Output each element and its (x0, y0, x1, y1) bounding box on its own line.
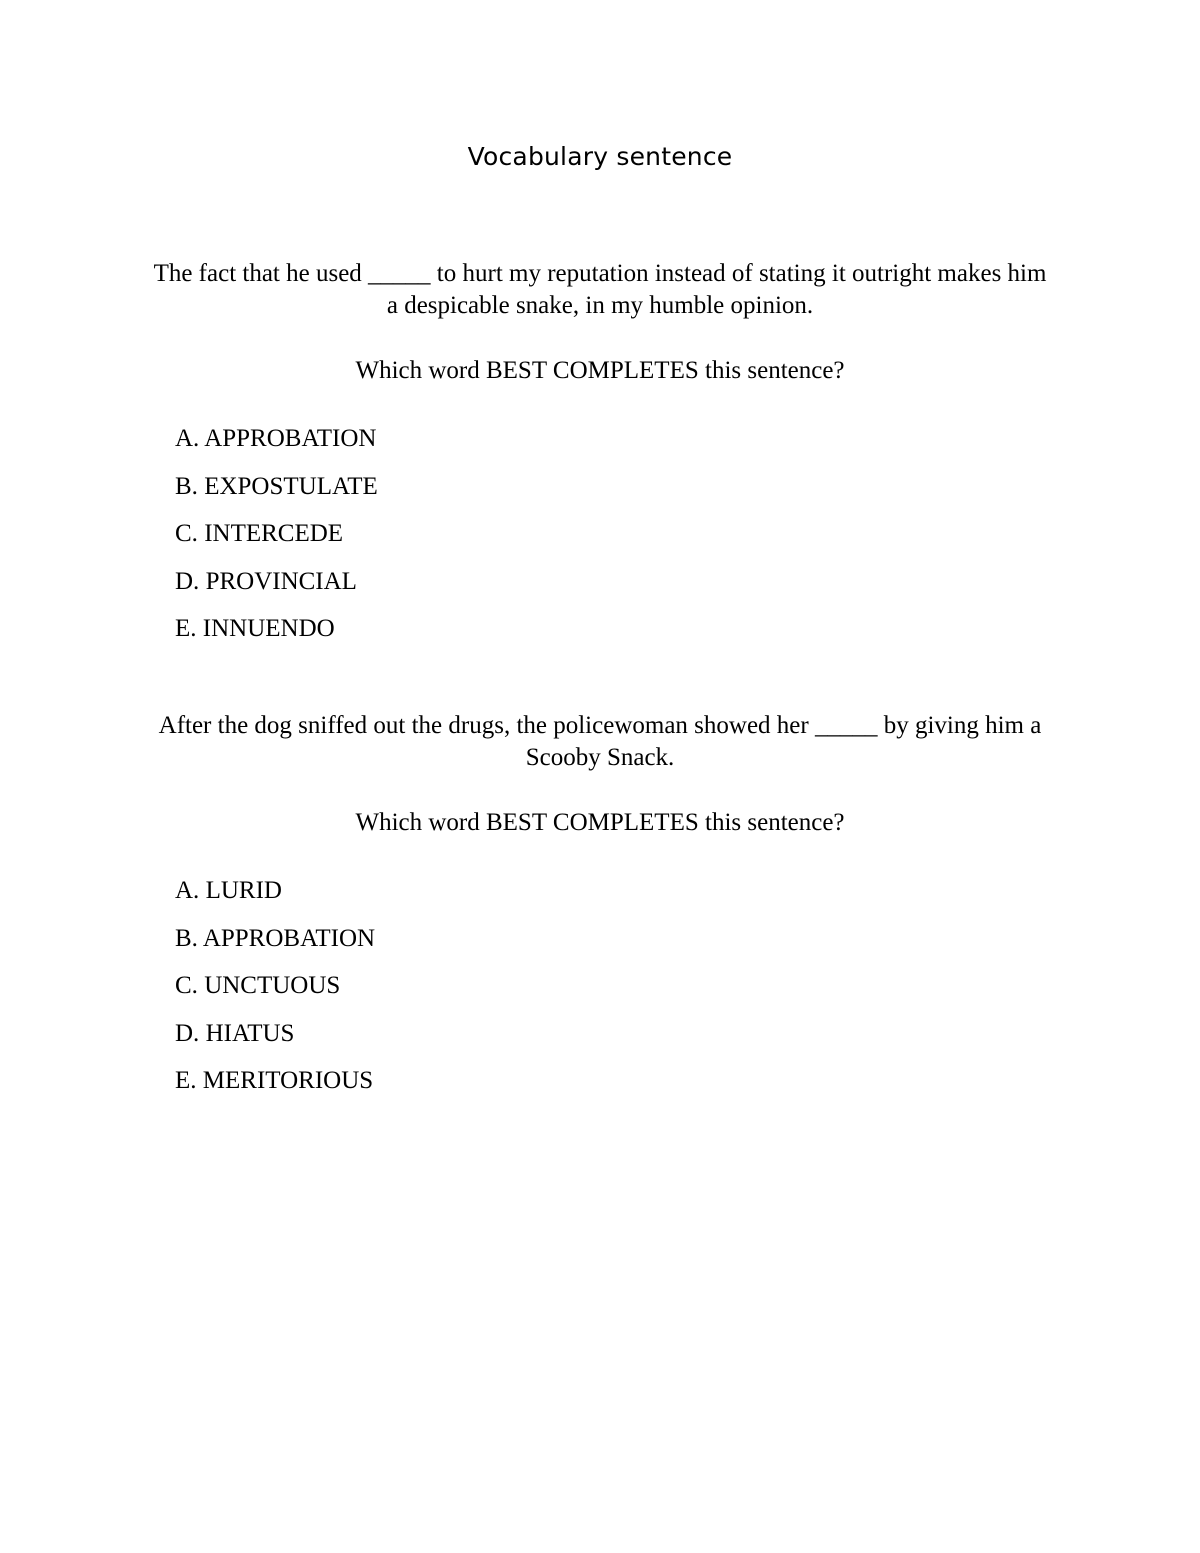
option-word: INNUENDO (202, 615, 335, 642)
option-letter: D. (175, 567, 200, 595)
option-letter: C. (175, 520, 198, 547)
answer-option (175, 605, 1050, 653)
question-prompt: Which word BEST COMPLETES this sentence? (355, 809, 845, 836)
option-word: UNCTUOUS (204, 972, 341, 999)
answer-option (175, 915, 1050, 963)
option-word: HIATUS (205, 1019, 295, 1047)
option-letter: E. (175, 615, 197, 642)
question-stem: The fact that he used _____ to hurt my reputation instead of stating it outright makes him a despicable snake, in my humble opinion. (153, 260, 1047, 319)
option-letter: D. (175, 1019, 200, 1047)
option-letter: A. (175, 425, 200, 452)
option-letter: A. (175, 877, 200, 904)
question-1 (150, 258, 1050, 653)
answer-option (175, 510, 1050, 558)
answer-option (175, 867, 1050, 915)
answer-options (150, 415, 1050, 653)
option-word: LURID (205, 877, 282, 904)
option-letter: C. (175, 972, 198, 999)
option-word: PROVINCIAL (205, 567, 357, 595)
option-word: APPROBATION (204, 425, 377, 452)
question-prompt: Which word BEST COMPLETES this sentence? (355, 357, 845, 384)
option-letter: E. (175, 1067, 197, 1094)
answer-option (175, 962, 1050, 1010)
answer-option (175, 415, 1050, 463)
question-stem: After the dog sniffed out the drugs, the policewoman showed her _____ by giving him a Scooby Snack. (158, 712, 1042, 771)
page-title: Vocabulary sentence (467, 142, 733, 171)
option-word: APPROBATION (202, 924, 376, 952)
option-letter: B. (175, 924, 198, 952)
answer-option (175, 1010, 1050, 1058)
option-word: MERITORIOUS (202, 1067, 374, 1094)
answer-option (175, 463, 1050, 511)
answer-option (175, 558, 1050, 606)
option-letter: B. (175, 472, 198, 500)
option-word: INTERCEDE (204, 520, 344, 547)
question-2 (150, 710, 1050, 1105)
answer-options (150, 867, 1050, 1105)
answer-option (175, 1057, 1050, 1105)
option-word: EXPOSTULATE (204, 472, 378, 500)
